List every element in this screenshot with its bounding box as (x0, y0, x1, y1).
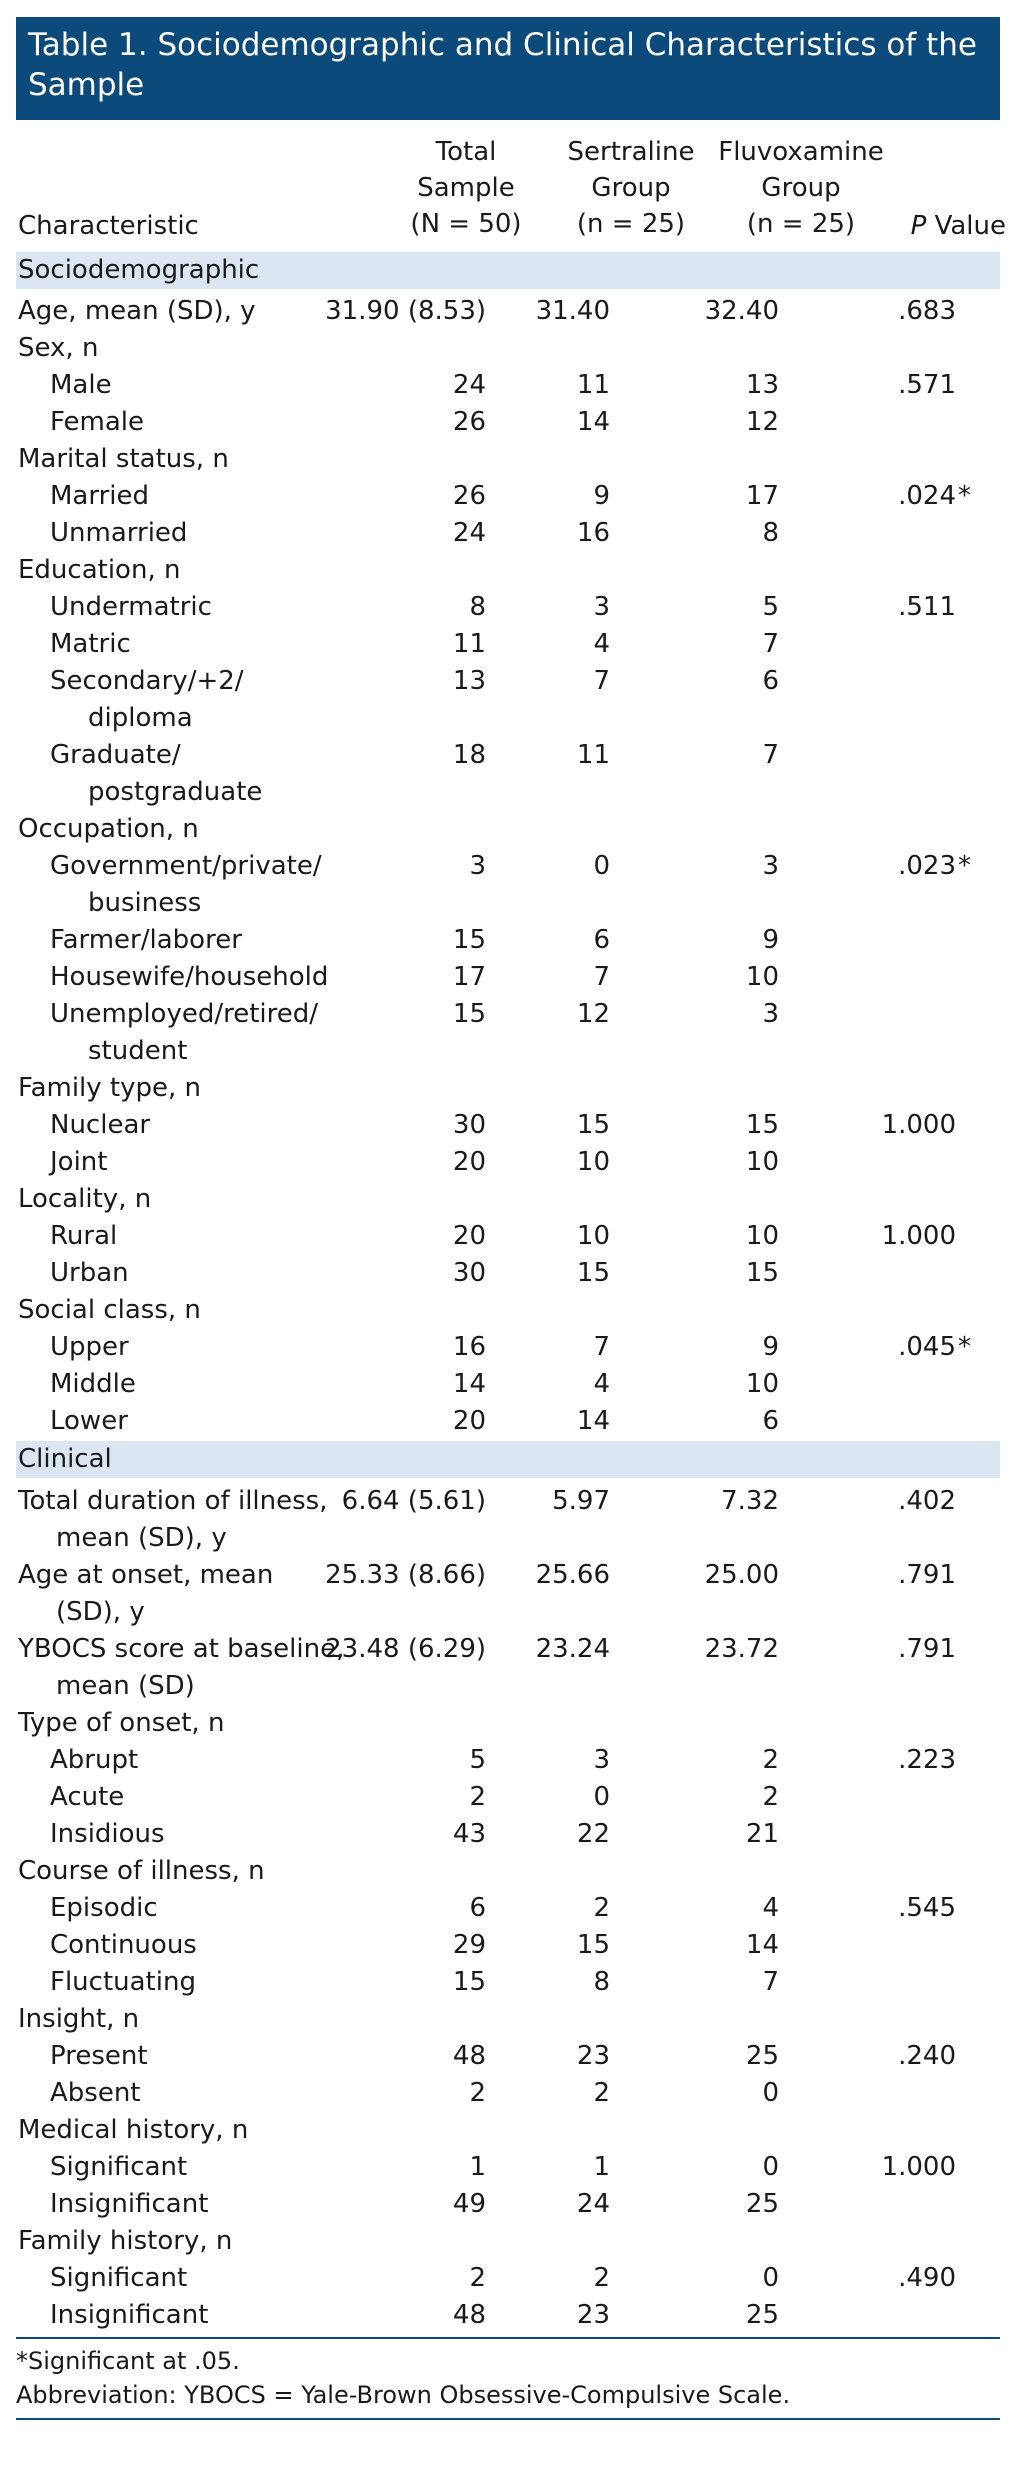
sertraline-value: 31.40 (535, 296, 610, 326)
table-row (16, 959, 1000, 996)
p-value: .402 (898, 1486, 956, 1516)
fluvoxamine-value: 9 (762, 925, 779, 955)
p-value: .683 (898, 296, 956, 326)
table-row (16, 1927, 1000, 1964)
table-row (16, 552, 1000, 589)
sertraline-value: 25.66 (535, 1560, 610, 1590)
row-label: Sex, n (18, 333, 99, 363)
footnote-abbreviation: Abbreviation: YBOCS = Yale-Brown Obsessive-Compulsive Scale. (16, 2381, 791, 2409)
sertraline-value: 11 (576, 370, 610, 400)
p-value: .791 (898, 1560, 956, 1590)
table-row (16, 1890, 1000, 1927)
row-label: Course of illness, n (18, 1856, 265, 1886)
section-clinical: Clinical (16, 1441, 1000, 1478)
fluvoxamine-value: 23.72 (704, 1634, 779, 1664)
row-label: Continuous (50, 1930, 197, 1960)
fluvoxamine-value: 2 (762, 1745, 779, 1775)
row-label: Acute (50, 1782, 125, 1812)
fluvoxamine-value: 10 (745, 1369, 779, 1399)
table-row (16, 2001, 1000, 2038)
sertraline-value: 15 (576, 1258, 610, 1288)
fluvoxamine-value: 9 (762, 1332, 779, 1362)
table-row (16, 2075, 1000, 2112)
table-row (16, 1292, 1000, 1329)
total-value: 6.64 (5.61) (341, 1486, 486, 1516)
table-row (16, 922, 1000, 959)
fluvoxamine-value: 25 (745, 2189, 779, 2219)
table-row (16, 1181, 1000, 1218)
total-value: 14 (452, 1369, 486, 1399)
fluvoxamine-value: 7 (762, 740, 779, 770)
total-value: 1 (469, 2152, 486, 2182)
total-value: 20 (452, 1221, 486, 1251)
p-value: .511 (898, 592, 956, 622)
table-row (16, 367, 1000, 404)
sertraline-value: 14 (576, 1406, 610, 1436)
significance-marker: * (958, 851, 971, 881)
row-label: Joint (50, 1147, 108, 1177)
row-label: Matric (50, 629, 131, 659)
row-label: YBOCS score at baseline, mean (SD) (18, 1634, 345, 1701)
table-row (16, 478, 1000, 515)
p-value: .545 (898, 1893, 956, 1923)
sertraline-value: 16 (576, 518, 610, 548)
sertraline-value: 4 (593, 629, 610, 659)
table-row (16, 626, 1000, 663)
fluvoxamine-value: 12 (745, 407, 779, 437)
table-row (16, 2223, 1000, 2260)
fluvoxamine-value: 10 (745, 962, 779, 992)
sertraline-value: 10 (576, 1221, 610, 1251)
fluvoxamine-value: 3 (762, 851, 779, 881)
total-value: 26 (452, 481, 486, 511)
fluvoxamine-value: 32.40 (704, 296, 779, 326)
total-value: 15 (452, 1967, 486, 1997)
row-label: Family type, n (18, 1073, 202, 1103)
row-label: Undermatric (50, 592, 212, 622)
p-value: 1.000 (881, 2152, 956, 2182)
total-value: 15 (452, 925, 486, 955)
total-value: 26 (452, 407, 486, 437)
total-value: 8 (469, 592, 486, 622)
fluvoxamine-value: 17 (745, 481, 779, 511)
table-row (16, 1742, 1000, 1779)
table-row (16, 1779, 1000, 1816)
table-row (16, 589, 1000, 626)
row-label: Rural (50, 1221, 118, 1251)
total-value: 17 (452, 962, 486, 992)
sertraline-value: 3 (593, 592, 610, 622)
p-value: .045 * (898, 1329, 956, 1366)
table-row (16, 2260, 1000, 2297)
row-label: Middle (50, 1369, 136, 1399)
fluvoxamine-value: 5 (762, 592, 779, 622)
row-label: Unmarried (50, 518, 188, 548)
p-value: .490 (898, 2263, 956, 2293)
fluvoxamine-value: 21 (745, 1819, 779, 1849)
table-row (16, 2149, 1000, 2186)
total-value: 5 (469, 1745, 486, 1775)
row-label: Medical history, n (18, 2115, 249, 2145)
total-value: 24 (452, 518, 486, 548)
sertraline-value: 7 (593, 666, 610, 696)
fluvoxamine-value: 15 (745, 1110, 779, 1140)
table-row (16, 1705, 1000, 1742)
table-row (16, 1483, 1000, 1557)
total-value: 23.48 (6.29) (325, 1634, 486, 1664)
sertraline-value: 7 (593, 962, 610, 992)
sertraline-value: 23.24 (535, 1634, 610, 1664)
fluvoxamine-value: 14 (745, 1930, 779, 1960)
row-label: Farmer/laborer (50, 925, 242, 955)
total-value: 20 (452, 1406, 486, 1436)
table-row (16, 1218, 1000, 1255)
total-value: 16 (452, 1332, 486, 1362)
fluvoxamine-value: 0 (762, 2152, 779, 2182)
total-value: 25.33 (8.66) (325, 1560, 486, 1590)
total-value: 30 (452, 1110, 486, 1140)
table-row (16, 811, 1000, 848)
table-row (16, 330, 1000, 367)
row-label: Education, n (18, 555, 181, 585)
sertraline-value: 3 (593, 1745, 610, 1775)
fluvoxamine-value: 13 (745, 370, 779, 400)
row-label: Male (50, 370, 112, 400)
section-sociodemographic: Sociodemographic (16, 252, 1000, 289)
sertraline-value: 11 (576, 740, 610, 770)
total-value: 15 (452, 999, 486, 1029)
p-value: .571 (898, 370, 956, 400)
table-row (16, 441, 1000, 478)
p-value: .023 * (898, 848, 956, 885)
table-row (16, 737, 1000, 811)
total-value: 11 (452, 629, 486, 659)
row-label: Secondary/+2/ diploma (50, 666, 244, 733)
table-row (16, 663, 1000, 737)
fluvoxamine-value: 7 (762, 629, 779, 659)
total-value: 3 (469, 851, 486, 881)
header-characteristic: Characteristic (18, 211, 199, 241)
row-label: Total duration of illness, mean (SD), y (18, 1486, 328, 1553)
sertraline-value: 1 (593, 2152, 610, 2182)
total-value: 13 (452, 666, 486, 696)
sertraline-value: 9 (593, 481, 610, 511)
row-label: Lower (50, 1406, 128, 1436)
row-label: Locality, n (18, 1184, 152, 1214)
row-label: Abrupt (50, 1745, 139, 1775)
p-value: .223 (898, 1745, 956, 1775)
total-value: 18 (452, 740, 486, 770)
p-value: .240 (898, 2041, 956, 2071)
row-label: Housewife/household (50, 962, 329, 992)
total-value: 2 (469, 2078, 486, 2108)
table-row (16, 2038, 1000, 2075)
row-label: Graduate/ postgraduate (50, 740, 263, 807)
fluvoxamine-value: 6 (762, 1406, 779, 1436)
fluvoxamine-value: 25 (745, 2041, 779, 2071)
sertraline-value: 23 (576, 2041, 610, 2071)
table-row (16, 996, 1000, 1070)
row-label: Significant (50, 2152, 188, 2182)
row-label: Upper (50, 1332, 129, 1362)
table-row (16, 848, 1000, 922)
fluvoxamine-value: 2 (762, 1782, 779, 1812)
table-bottom-rule (16, 2337, 1000, 2339)
table-row (16, 1329, 1000, 1366)
fluvoxamine-value: 25.00 (704, 1560, 779, 1590)
table-row (16, 515, 1000, 552)
row-label: Present (50, 2041, 148, 2071)
header-sertraline-group: Sertraline Group (n = 25) (567, 137, 695, 239)
sertraline-value: 4 (593, 1369, 610, 1399)
fluvoxamine-value: 7.32 (721, 1486, 779, 1516)
total-value: 6 (469, 1893, 486, 1923)
table-row (16, 2112, 1000, 2149)
row-label: Insidious (50, 1819, 165, 1849)
sertraline-value: 14 (576, 407, 610, 437)
sertraline-value: 0 (593, 851, 610, 881)
row-label: Female (50, 407, 145, 437)
sertraline-value: 2 (593, 2078, 610, 2108)
table-row (16, 1557, 1000, 1631)
total-value: 49 (452, 2189, 486, 2219)
total-value: 30 (452, 1258, 486, 1288)
table-row (16, 1964, 1000, 2001)
header-fluvoxamine-group: Fluvoxamine Group (n = 25) (718, 137, 884, 239)
row-label: Type of onset, n (18, 1708, 225, 1738)
row-label: Social class, n (18, 1295, 201, 1325)
fluvoxamine-value: 10 (745, 1147, 779, 1177)
row-label: Insight, n (18, 2004, 140, 2034)
table-title: Table 1. Sociodemographic and Clinical Characteristics of the Sample (16, 17, 1000, 120)
total-value: 20 (452, 1147, 486, 1177)
fluvoxamine-value: 7 (762, 1967, 779, 1997)
fluvoxamine-value: 4 (762, 1893, 779, 1923)
fluvoxamine-value: 25 (745, 2300, 779, 2330)
row-label: Marital status, n (18, 444, 229, 474)
p-value: 1.000 (881, 1221, 956, 1251)
table-row (16, 1107, 1000, 1144)
row-label: Absent (50, 2078, 141, 2108)
total-value: 29 (452, 1930, 486, 1960)
row-label: Urban (50, 1258, 129, 1288)
sertraline-value: 5.97 (552, 1486, 610, 1516)
row-label: Insignificant (50, 2300, 209, 2330)
table-row (16, 1366, 1000, 1403)
row-label: Unemployed/retired/ student (50, 999, 319, 1066)
row-label: Family history, n (18, 2226, 233, 2256)
footnote-significance: *Significant at .05. (16, 2347, 240, 2375)
row-label: Age at onset, mean (SD), y (18, 1560, 274, 1627)
significance-marker: * (958, 1332, 971, 1362)
table-row (16, 1631, 1000, 1705)
fluvoxamine-value: 3 (762, 999, 779, 1029)
sertraline-value: 24 (576, 2189, 610, 2219)
sertraline-value: 2 (593, 1893, 610, 1923)
footnote-bottom-rule (16, 2418, 1000, 2420)
sertraline-value: 15 (576, 1110, 610, 1140)
table-row (16, 2297, 1000, 2334)
table-row (16, 1853, 1000, 1890)
row-label: Fluctuating (50, 1967, 196, 1997)
table-row (16, 1255, 1000, 1292)
p-value: .791 (898, 1634, 956, 1664)
table-row (16, 1070, 1000, 1107)
table-row (16, 404, 1000, 441)
table-row (16, 293, 1000, 330)
sertraline-value: 23 (576, 2300, 610, 2330)
row-label: Insignificant (50, 2189, 209, 2219)
header-p-value: P Value (910, 211, 1006, 241)
total-value: 2 (469, 2263, 486, 2293)
p-value: 1.000 (881, 1110, 956, 1140)
sertraline-value: 22 (576, 1819, 610, 1849)
row-label: Episodic (50, 1893, 158, 1923)
significance-marker: * (958, 481, 971, 511)
row-label: Nuclear (50, 1110, 151, 1140)
total-value: 24 (452, 370, 486, 400)
row-label: Government/private/ business (50, 851, 322, 918)
total-value: 48 (452, 2300, 486, 2330)
sertraline-value: 2 (593, 2263, 610, 2293)
row-label: Occupation, n (18, 814, 199, 844)
sertraline-value: 15 (576, 1930, 610, 1960)
fluvoxamine-value: 6 (762, 666, 779, 696)
table-header (16, 130, 1006, 248)
row-label: Significant (50, 2263, 188, 2293)
table-row (16, 1403, 1000, 1440)
header-total-sample: Total Sample (N = 50) (410, 137, 522, 239)
sertraline-value: 6 (593, 925, 610, 955)
row-label: Age, mean (SD), y (18, 296, 256, 326)
fluvoxamine-value: 10 (745, 1221, 779, 1251)
fluvoxamine-value: 0 (762, 2263, 779, 2293)
table-row (16, 1144, 1000, 1181)
sertraline-value: 0 (593, 1782, 610, 1812)
row-label: Married (50, 481, 150, 511)
fluvoxamine-value: 15 (745, 1258, 779, 1288)
total-value: 48 (452, 2041, 486, 2071)
fluvoxamine-value: 8 (762, 518, 779, 548)
sertraline-value: 7 (593, 1332, 610, 1362)
fluvoxamine-value: 0 (762, 2078, 779, 2108)
total-value: 43 (452, 1819, 486, 1849)
p-value: .024 * (898, 478, 956, 515)
sertraline-value: 12 (576, 999, 610, 1029)
total-value: 31.90 (8.53) (325, 296, 486, 326)
sertraline-value: 8 (593, 1967, 610, 1997)
table-row (16, 2186, 1000, 2223)
sertraline-value: 10 (576, 1147, 610, 1177)
table-row (16, 1816, 1000, 1853)
total-value: 2 (469, 1782, 486, 1812)
